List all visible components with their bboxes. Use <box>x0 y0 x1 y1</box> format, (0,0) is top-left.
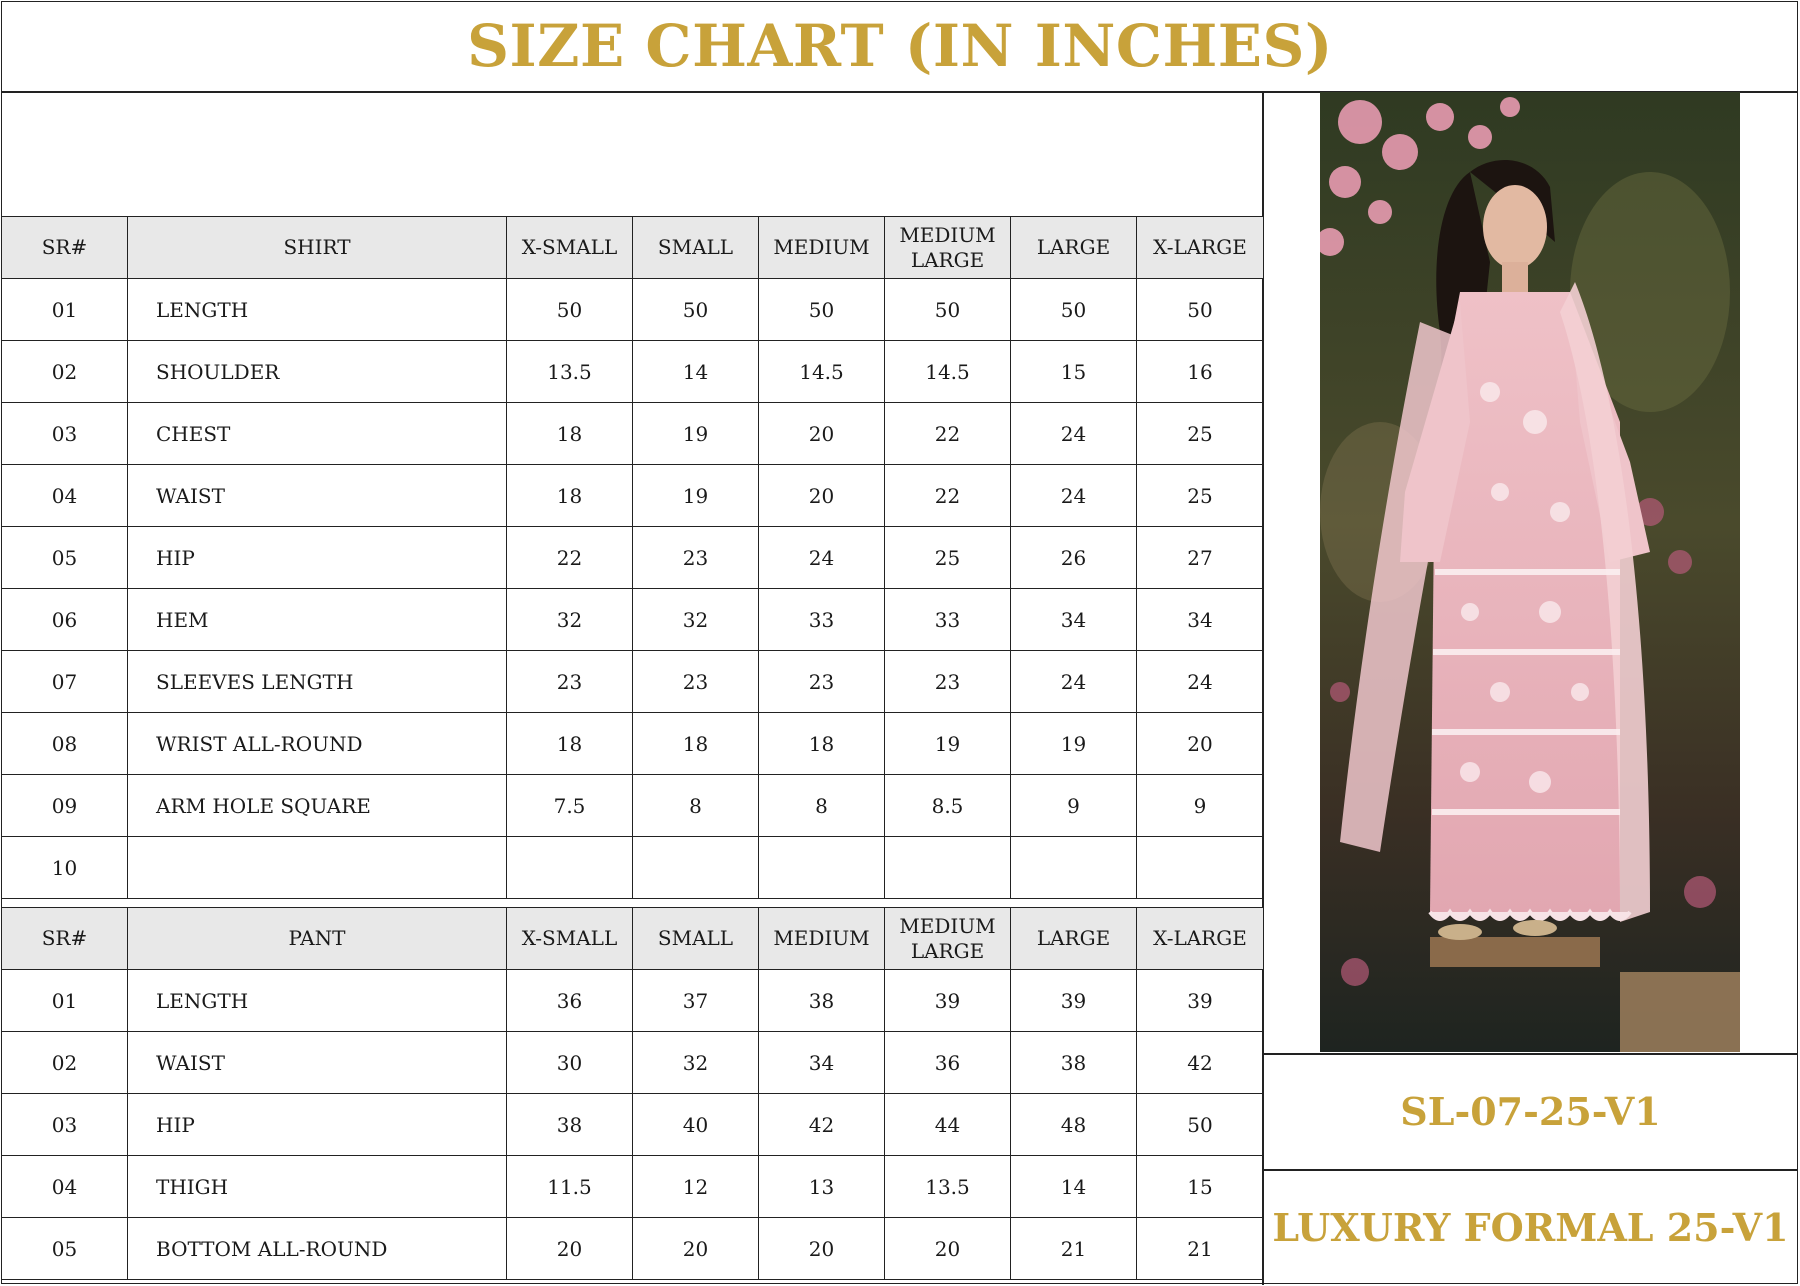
size-value-cell: 18 <box>507 465 633 527</box>
size-value-cell <box>885 837 1011 899</box>
size-value-cell: 25 <box>885 527 1011 589</box>
measurement-label-cell: SLEEVES LENGTH <box>128 651 507 713</box>
size-value-cell: 22 <box>885 403 1011 465</box>
size-value-cell: 15 <box>1011 341 1137 403</box>
table-row <box>2 970 1264 1032</box>
pant-header-cell: X-SMALL <box>507 908 633 970</box>
size-value-cell <box>1011 837 1137 899</box>
size-value-cell: 50 <box>1011 279 1137 341</box>
size-value-cell: 42 <box>759 1094 885 1156</box>
pant-header-cell: SR# <box>2 908 128 970</box>
size-value-cell: 24 <box>1011 403 1137 465</box>
sr-number-cell: 02 <box>2 341 128 403</box>
size-value-cell: 50 <box>759 279 885 341</box>
size-value-cell: 23 <box>507 651 633 713</box>
shirt-header-cell: MEDIUM <box>759 217 885 279</box>
size-value-cell <box>1137 837 1264 899</box>
size-value-cell: 13.5 <box>885 1156 1011 1218</box>
size-value-cell: 22 <box>507 527 633 589</box>
shirt-header-row <box>2 217 1264 279</box>
size-value-cell: 18 <box>633 713 759 775</box>
table-row <box>2 1032 1264 1094</box>
size-value-cell: 9 <box>1137 775 1264 837</box>
page-title: SIZE CHART (IN INCHES) <box>467 12 1333 80</box>
sr-number-cell: 03 <box>2 1094 128 1156</box>
table-row <box>2 713 1264 775</box>
measurement-label-cell: HEM <box>128 589 507 651</box>
size-value-cell: 34 <box>759 1032 885 1094</box>
size-value-cell: 23 <box>759 651 885 713</box>
size-value-cell: 20 <box>507 1218 633 1280</box>
sr-number-cell: 10 <box>2 837 128 899</box>
sr-number-cell: 03 <box>2 403 128 465</box>
size-value-cell: 24 <box>759 527 885 589</box>
size-value-cell: 7.5 <box>507 775 633 837</box>
pant-header-cell: PANT <box>128 908 507 970</box>
size-value-cell: 37 <box>633 970 759 1032</box>
size-value-cell: 18 <box>759 713 885 775</box>
size-value-cell: 20 <box>759 465 885 527</box>
size-value-cell: 8 <box>633 775 759 837</box>
measurement-label-cell: LENGTH <box>128 279 507 341</box>
sr-number-cell: 09 <box>2 775 128 837</box>
size-value-cell: 32 <box>507 589 633 651</box>
size-value-cell <box>759 837 885 899</box>
size-value-cell: 21 <box>1137 1218 1264 1280</box>
product-code: SL-07-25-V1 <box>1400 1089 1661 1134</box>
size-value-cell: 24 <box>1011 651 1137 713</box>
table-row <box>2 1094 1264 1156</box>
size-value-cell: 19 <box>633 403 759 465</box>
size-value-cell: 32 <box>633 1032 759 1094</box>
size-value-cell: 38 <box>507 1094 633 1156</box>
size-value-cell: 26 <box>1011 527 1137 589</box>
size-value-cell: 20 <box>759 1218 885 1280</box>
size-value-cell: 9 <box>1011 775 1137 837</box>
size-value-cell: 38 <box>1011 1032 1137 1094</box>
size-value-cell: 39 <box>1137 970 1264 1032</box>
measurement-label-cell: WAIST <box>128 1032 507 1094</box>
sr-number-cell: 05 <box>2 1218 128 1280</box>
size-value-cell: 8 <box>759 775 885 837</box>
pant-header-cell: SMALL <box>633 908 759 970</box>
shirt-header-cell: SR# <box>2 217 128 279</box>
size-value-cell <box>633 837 759 899</box>
table-row <box>2 837 1264 899</box>
sr-number-cell: 08 <box>2 713 128 775</box>
shirt-size-table <box>1 216 1264 899</box>
size-value-cell: 34 <box>1137 589 1264 651</box>
size-value-cell: 18 <box>507 403 633 465</box>
sr-number-cell: 02 <box>2 1032 128 1094</box>
size-value-cell: 14.5 <box>885 341 1011 403</box>
size-value-cell: 24 <box>1011 465 1137 527</box>
measurement-label-cell <box>128 837 507 899</box>
table-row <box>2 1156 1264 1218</box>
pant-header-cell: MEDIUM LARGE <box>885 908 1011 970</box>
sr-number-cell: 05 <box>2 527 128 589</box>
sr-number-cell: 01 <box>2 970 128 1032</box>
size-value-cell: 23 <box>633 527 759 589</box>
size-value-cell: 19 <box>633 465 759 527</box>
shirt-header-cell: MEDIUM LARGE <box>885 217 1011 279</box>
sr-number-cell: 04 <box>2 1156 128 1218</box>
size-value-cell: 13.5 <box>507 341 633 403</box>
size-value-cell: 20 <box>885 1218 1011 1280</box>
pant-header-cell: MEDIUM <box>759 908 885 970</box>
size-value-cell: 14 <box>1011 1156 1137 1218</box>
size-value-cell: 18 <box>507 713 633 775</box>
measurement-label-cell: WAIST <box>128 465 507 527</box>
size-value-cell: 39 <box>1011 970 1137 1032</box>
shirt-header-cell: SHIRT <box>128 217 507 279</box>
size-value-cell: 25 <box>1137 465 1264 527</box>
size-value-cell: 23 <box>885 651 1011 713</box>
size-value-cell: 38 <box>759 970 885 1032</box>
measurement-label-cell: ARM HOLE SQUARE <box>128 775 507 837</box>
size-value-cell: 12 <box>633 1156 759 1218</box>
table-row <box>2 403 1264 465</box>
shirt-header-cell: X-SMALL <box>507 217 633 279</box>
measurement-label-cell: SHOULDER <box>128 341 507 403</box>
measurement-label-cell: WRIST ALL-ROUND <box>128 713 507 775</box>
measurement-label-cell: LENGTH <box>128 970 507 1032</box>
pant-header-cell: X-LARGE <box>1137 908 1264 970</box>
measurement-label-cell: BOTTOM ALL-ROUND <box>128 1218 507 1280</box>
size-value-cell: 50 <box>1137 279 1264 341</box>
measurement-label-cell: HIP <box>128 527 507 589</box>
collection-name: LUXURY FORMAL 25-V1 <box>1272 1204 1789 1250</box>
size-value-cell: 20 <box>759 403 885 465</box>
size-value-cell: 16 <box>1137 341 1264 403</box>
size-value-cell: 11.5 <box>507 1156 633 1218</box>
size-value-cell: 21 <box>1011 1218 1137 1280</box>
size-value-cell: 20 <box>1137 713 1264 775</box>
size-value-cell <box>507 837 633 899</box>
size-value-cell: 20 <box>633 1218 759 1280</box>
shirt-header-cell: LARGE <box>1011 217 1137 279</box>
table-row <box>2 279 1264 341</box>
size-value-cell: 36 <box>885 1032 1011 1094</box>
size-value-cell: 8.5 <box>885 775 1011 837</box>
measurement-label-cell: THIGH <box>128 1156 507 1218</box>
measurement-label-cell: HIP <box>128 1094 507 1156</box>
table-row <box>2 527 1264 589</box>
size-value-cell: 32 <box>633 589 759 651</box>
size-value-cell: 39 <box>885 970 1011 1032</box>
size-value-cell: 33 <box>885 589 1011 651</box>
model-photo <box>1320 92 1740 1052</box>
size-value-cell: 22 <box>885 465 1011 527</box>
shirt-header-cell: X-LARGE <box>1137 217 1264 279</box>
size-value-cell: 44 <box>885 1094 1011 1156</box>
size-value-cell: 42 <box>1137 1032 1264 1094</box>
size-value-cell: 50 <box>885 279 1011 341</box>
pant-header-row <box>2 908 1264 970</box>
measurement-label-cell: CHEST <box>128 403 507 465</box>
shirt-header-cell: SMALL <box>633 217 759 279</box>
table-row <box>2 589 1264 651</box>
size-value-cell: 50 <box>1137 1094 1264 1156</box>
size-value-cell: 27 <box>1137 527 1264 589</box>
table-row <box>2 1218 1264 1280</box>
pant-header-cell: LARGE <box>1011 908 1137 970</box>
size-value-cell: 19 <box>885 713 1011 775</box>
sr-number-cell: 06 <box>2 589 128 651</box>
size-value-cell: 48 <box>1011 1094 1137 1156</box>
size-value-cell: 25 <box>1137 403 1264 465</box>
size-value-cell: 13 <box>759 1156 885 1218</box>
size-value-cell: 50 <box>633 279 759 341</box>
sr-number-cell: 01 <box>2 279 128 341</box>
size-value-cell: 14.5 <box>759 341 885 403</box>
size-value-cell: 30 <box>507 1032 633 1094</box>
size-value-cell: 36 <box>507 970 633 1032</box>
table-row <box>2 465 1264 527</box>
size-value-cell: 34 <box>1011 589 1137 651</box>
table-row <box>2 775 1264 837</box>
size-value-cell: 40 <box>633 1094 759 1156</box>
table-row <box>2 341 1264 403</box>
sr-number-cell: 04 <box>2 465 128 527</box>
size-value-cell: 24 <box>1137 651 1264 713</box>
size-value-cell: 14 <box>633 341 759 403</box>
size-value-cell: 19 <box>1011 713 1137 775</box>
size-value-cell: 15 <box>1137 1156 1264 1218</box>
size-value-cell: 33 <box>759 589 885 651</box>
size-value-cell: 23 <box>633 651 759 713</box>
size-value-cell: 50 <box>507 279 633 341</box>
sr-number-cell: 07 <box>2 651 128 713</box>
table-row <box>2 651 1264 713</box>
pant-size-table <box>1 907 1264 1280</box>
